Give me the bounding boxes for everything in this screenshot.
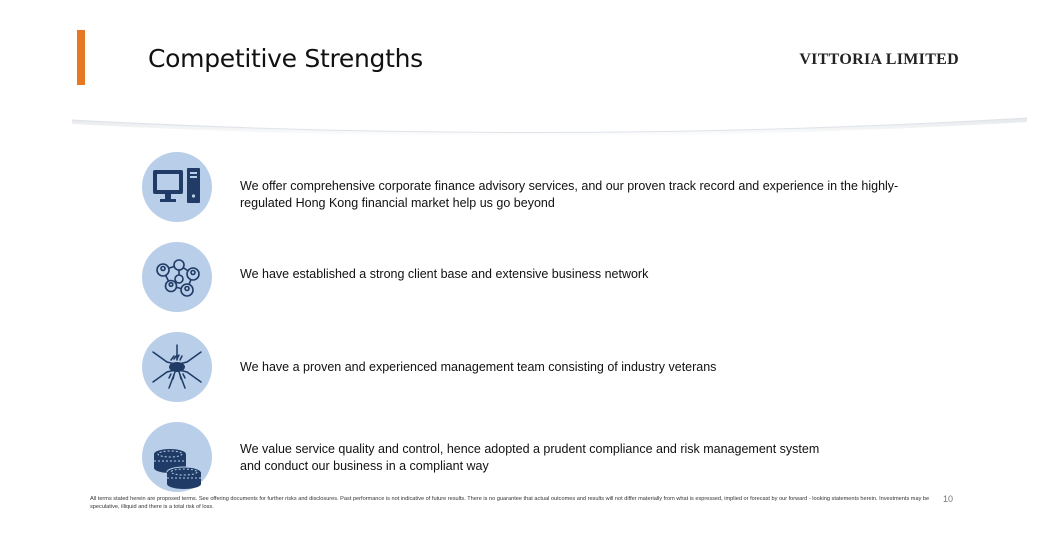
strength-item-1 (142, 152, 899, 222)
computer-icon (142, 152, 212, 222)
network-icon (142, 242, 212, 312)
company-logo-text: VITTORIA LIMITED (799, 51, 959, 68)
strength-item-4 (142, 422, 820, 492)
coins-icon (142, 422, 212, 492)
strength-item-3 (142, 332, 717, 402)
strength-text: We have a proven and experienced management team consisting of industry veterans (240, 360, 717, 374)
strength-text: We have established a strong client base and extensive business network (240, 267, 649, 281)
page-number: 10 (943, 494, 954, 504)
footer-disclaimer: All terms stated herein are proposed terms. See offering documents for further risks and disclosures. Past performance is not indicative of future results. There is no guarantee that actual outcomes and results will not differ materially from what is expressed, implied or forecast by our forward - looking statements herein. Investments may be speculative, illiquid and there is a total risk of loss. (90, 496, 930, 510)
header-divider (72, 110, 1027, 140)
strength-text: We offer comprehensive corporate finance advisory services, and our proven track record and experience in the highly-regulated Hong Kong financial market help us go beyond (240, 179, 899, 210)
strength-text: We value service quality and control, hence adopted a prudent compliance and risk management system and conduct our business in a compliant way (240, 442, 820, 473)
accent-bar (77, 30, 85, 85)
strength-item-2 (142, 242, 649, 312)
team-hands-icon (142, 332, 212, 402)
page-title: Competitive Strengths (148, 44, 423, 73)
